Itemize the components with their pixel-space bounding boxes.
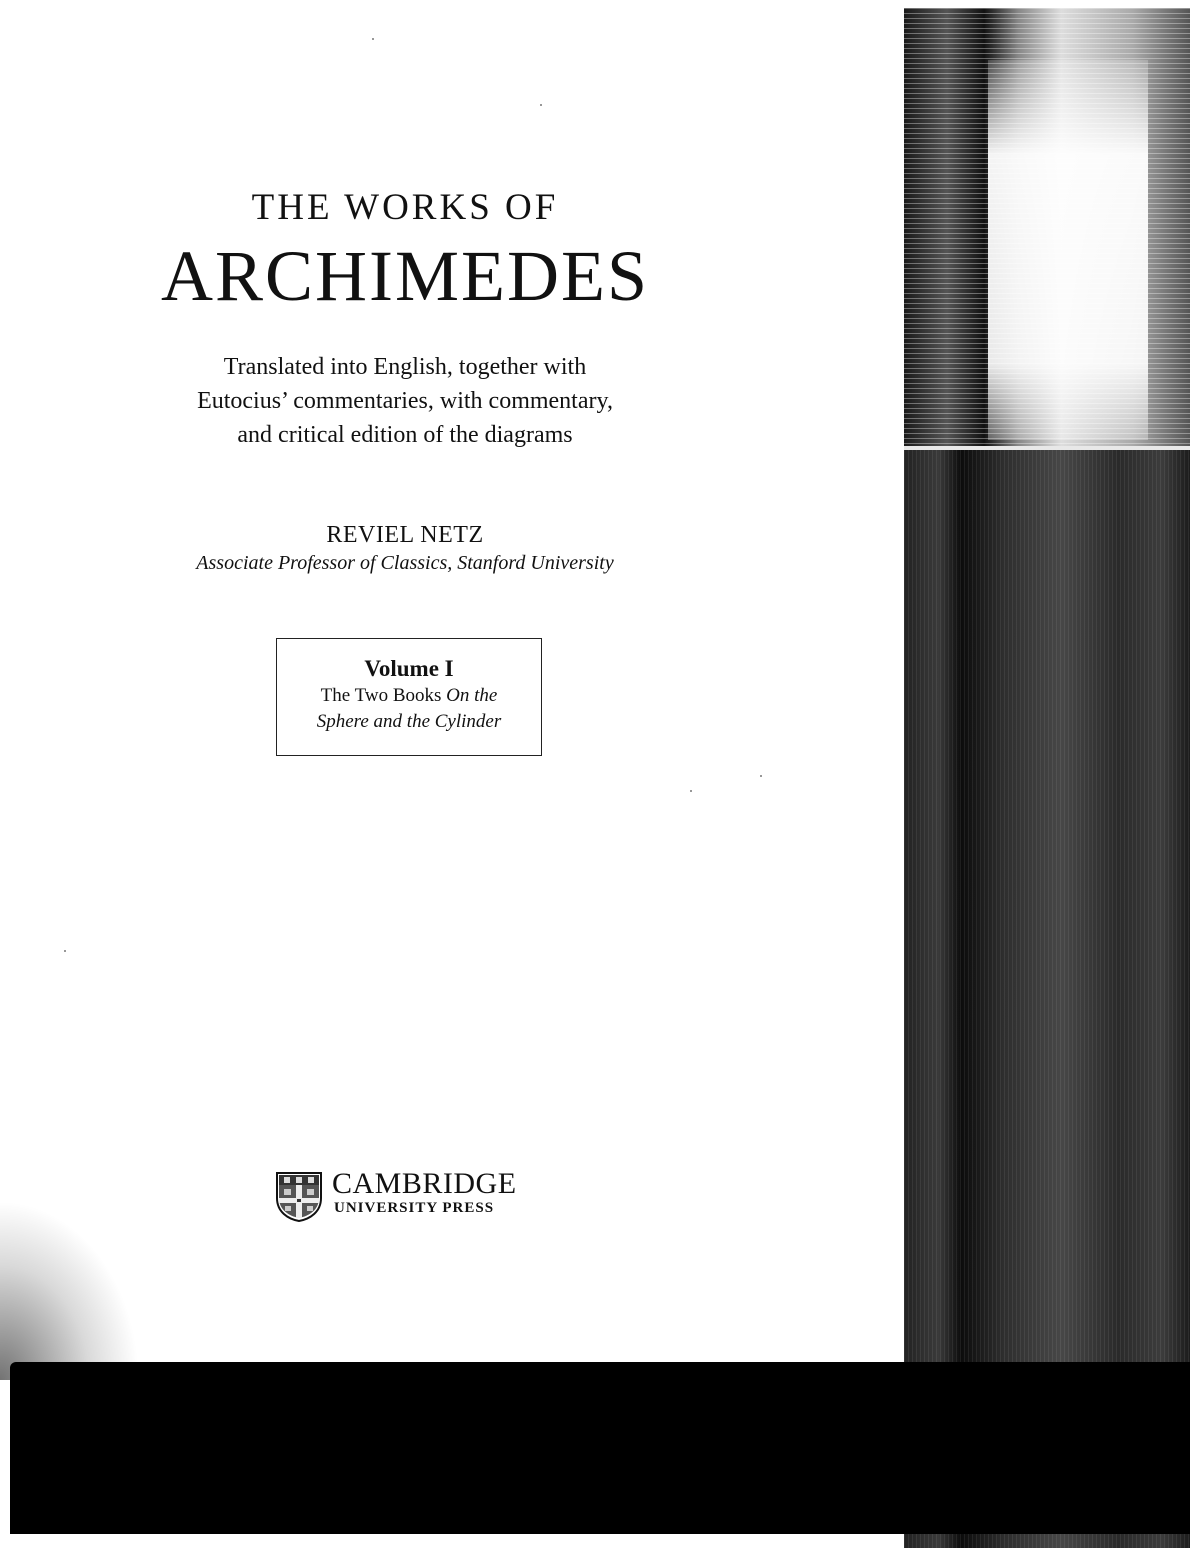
title-line-1: THE WORKS OF <box>251 187 559 228</box>
volume-box <box>276 638 542 756</box>
scan-speck <box>760 775 762 777</box>
publisher-name: CAMBRIDGE <box>332 1167 517 1200</box>
title-line-2: ARCHIMEDES <box>160 236 650 316</box>
bottom-scan-shadow <box>10 1362 1190 1534</box>
subtitle <box>0 350 810 452</box>
scan-speck <box>372 38 374 40</box>
publisher-imprint <box>274 1168 534 1224</box>
spine-divider <box>904 446 1190 450</box>
volume-title-regular: The Two Books <box>320 685 447 706</box>
author-name: REVIEL NETZ <box>326 522 484 548</box>
volume-title-line-1 <box>277 683 541 709</box>
publisher-subtitle: UNIVERSITY PRESS <box>334 1200 495 1216</box>
cambridge-crest-icon <box>274 1170 324 1222</box>
subtitle-line: Translated into English, together with <box>223 354 587 380</box>
subtitle-line: and critical edition of the diagrams <box>237 422 573 448</box>
author-affiliation: Associate Professor of Classics, Stanford University <box>196 552 614 574</box>
volume-label: Volume I <box>364 656 454 681</box>
volume-title-italic-2: Sphere and the Cylinder <box>316 711 502 732</box>
subtitle-line: Eutocius’ commentaries, with commentary, <box>197 388 613 414</box>
corner-scan-shadow <box>0 1200 140 1380</box>
scan-speck <box>540 104 542 106</box>
scan-speck <box>690 790 692 792</box>
right-margin <box>1190 0 1200 1552</box>
volume-title-italic: On the <box>446 685 498 706</box>
spine-glare <box>988 60 1148 440</box>
volume-title-line-2 <box>277 709 541 735</box>
scan-speck <box>64 950 66 952</box>
